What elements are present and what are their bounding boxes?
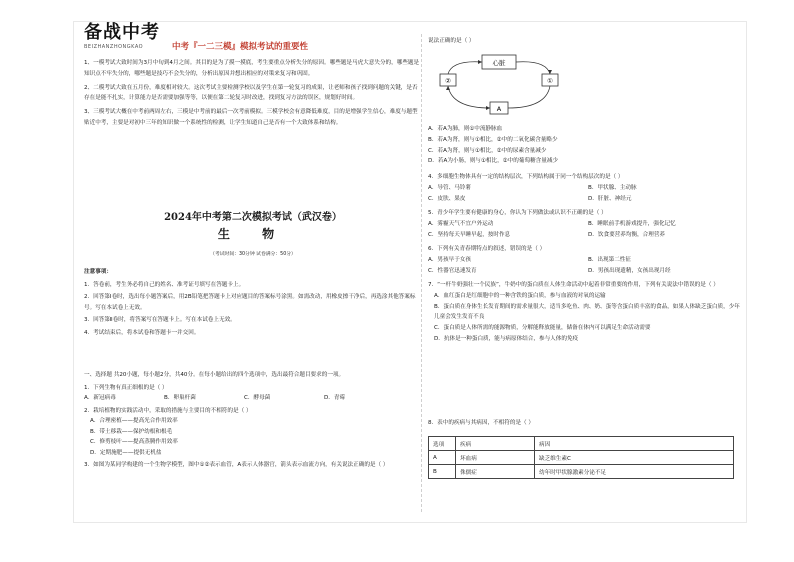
section-1 (84, 370, 422, 471)
question-stem: 8．表中的疾病与其病因，不相符的是（ ） (428, 420, 535, 426)
option: C．皮肤、果皮 (428, 195, 466, 202)
table-cell: B (429, 465, 456, 479)
q3-options (428, 124, 742, 167)
circulation-diagram (434, 52, 564, 118)
option: D．定期施肥——提供无机盐 (90, 449, 162, 456)
option-row (428, 266, 746, 277)
q3-continued (428, 36, 742, 47)
heart-label: 心脏 (492, 59, 506, 67)
option: B．卵巢杆菌 (164, 395, 196, 401)
option-row (428, 194, 746, 205)
option: A．若A为肺，则①中流静脉血 (428, 126, 503, 132)
option: C．坚持每天早睡早起，按时作息 (428, 231, 511, 238)
arrow-head-icon (446, 86, 450, 90)
option: B．带土移栽——保护幼根和根毛 (90, 428, 173, 435)
q3-tail: 说法正确的是（ ） (428, 38, 475, 44)
question-stem: 7．“一杆牛奶强壮一个民族”，牛奶中的蛋白质在人体生命活动中起着非常重要的作用，下列有关说法中错误的是（ ） (428, 282, 719, 288)
table-header: 病因 (535, 437, 734, 451)
table-header: 疾病 (456, 437, 535, 451)
option-row (428, 183, 746, 194)
option: A．血红蛋白是红细胞中的一种含铁的蛋白质，参与血液的对氧的运输 (434, 292, 606, 299)
option: C．修剪枝叶——提高蒸腾作用效率 (90, 439, 178, 445)
exam-meta: （考试时间：30分钟 试卷满分：50分） (210, 252, 296, 257)
option: B．甲状腺、主动脉 (588, 184, 637, 191)
left-column (84, 22, 424, 522)
option: D．抗体是一种蛋白质，能与病原体结合，参与人体的免疫 (434, 335, 579, 342)
question-3-stem: 3．如图为某同学构建的一个生物学模型，图中①②表示血管，A表示人体器官，箭头表示血流方向，有关说法正确的是（ ） (84, 462, 389, 468)
table-header: 选项 (429, 437, 456, 451)
option: B．睡眠前手机游戏提升，强化记忆 (588, 220, 676, 227)
table-cell: 幼年时甲状腺激素分泌不足 (535, 465, 734, 479)
table-cell: 缺乏维生素C (535, 451, 734, 465)
option-row (428, 219, 746, 230)
option-row (84, 393, 404, 404)
option: A．导管、马铃薯 (428, 184, 471, 191)
option: C．性器官迅速发育 (428, 267, 477, 274)
note-item: 4．考试结束后，将本试卷和答题卡一并交回。 (84, 329, 200, 336)
option: A．新冠病毒 (84, 395, 116, 401)
arrow-head-icon (478, 60, 482, 64)
disease-table (428, 436, 734, 479)
question-stem: 5．青少年学生要有健康的身心，你认为下列做法或认识不正确的是（ ） (428, 210, 607, 216)
question-6 (428, 244, 742, 276)
logo-subtitle: BEIZHANZHONGKAO (84, 44, 144, 50)
notes-heading: 注意事项： (84, 269, 112, 275)
section-heading: 一、选择题 共20小题，每小题2分，共40分。在每小题给出的四个选项中，选出最符合题目要求的一项。 (84, 372, 345, 378)
option: C．若A为肾，则与①相比，②中的尿素含量减少 (428, 147, 547, 154)
intro-paragraph: 2、二模考试大致在五月份，难度相对较大。这次考试主要检测学校以及学生在第一轮复习的成果，让老师和孩子找到问题的关键，是否存在是能不扎实，计算能力是否需要加强等等，以便在第二轮复习时改进，找到复习方法的误区，规划好时间。 (84, 84, 418, 102)
table-row (429, 465, 734, 479)
option: C．酵母菌 (244, 395, 271, 401)
option: D．男孩出现遗精，女孩出现月经 (588, 267, 671, 274)
question-1 (84, 383, 422, 404)
table-header-row (429, 437, 734, 451)
question-2 (84, 406, 422, 459)
brand-logo (84, 22, 164, 52)
exam-notes (84, 267, 422, 340)
banner-title: 中考『一二三模』模拟考试的重要性 (172, 42, 309, 52)
exam-page (74, 22, 746, 522)
table-cell: 侏儒症 (456, 465, 535, 479)
intro-paragraph: 3、三模考试大概在中考前两周左右，三模是中考前的最后一次考前模拟。三模学校会有意降低难度，目的是增强学生信心，难度与题型贴近中考，主要是对初中三年的知识做一个系统性的检测，让学生知道自己是否有一个大致体系和结构。 (84, 109, 418, 126)
note-item: 2．回答第Ⅰ卷时，选出每小题答案后，用2B铅笔把答题卡上对应题目的答案标号涂黑。如需改动，用橡皮擦干净后，再选涂其他答案标号。写在本试卷上无效。 (84, 294, 416, 311)
exam-title: 2024年中考第二次模拟考试（武汉卷） (164, 212, 342, 223)
exam-subject: 生 物 (217, 227, 289, 241)
organ-a-label: A (496, 105, 502, 113)
option: B．蛋白质在身体生长发育期间的需求量很大，适当多吃鱼、肉、奶、蛋等含蛋白质丰富的食品，如果人体缺乏蛋白质，少年儿童会发生发育不良 (434, 303, 740, 321)
logo-text: 备战中考 (84, 22, 160, 43)
option: D．饮食要营养均衡，合理营养 (588, 231, 666, 238)
option: A．雾霾天气不宜户外运动 (428, 220, 494, 227)
option-row (428, 255, 746, 266)
note-item: 3．回答第Ⅱ卷时，将答案写在答题卡上。写在本试卷上无效。 (84, 317, 236, 323)
option: D．肝脏、神经元 (588, 195, 632, 202)
question-8 (428, 418, 742, 429)
question-5 (428, 208, 742, 240)
option: B．出现第二性征 (588, 256, 631, 263)
column-divider (421, 34, 422, 512)
question-stem: 1．下列生物有真正细根的是（ ） (84, 384, 168, 391)
arrow-head-icon (548, 70, 552, 74)
arrow-line (448, 62, 482, 74)
question-stem: 6．下列有关青春期特点的叙述，错误的是（ ） (428, 246, 546, 252)
arrow-line (508, 86, 550, 108)
option: D．若A为小肠，则与①相比，②中的葡萄糖含量减少 (428, 158, 559, 165)
option: A．男孩早于女孩 (428, 256, 471, 263)
table-cell: A (429, 451, 456, 465)
question-stem: 4．多细胞生物体具有一定的结构层次，下列结构属于同一个结构层次的是（ ） (428, 174, 624, 180)
arrow-head-icon (486, 106, 490, 110)
option: A．合理密植——提高光合作用效率 (90, 418, 178, 424)
vessel-2-label: ② (445, 77, 451, 85)
question-stem: 2．栽培植物的实践活动中，采取的措施与主要目的不相符的是（ ） (84, 407, 252, 414)
arrow-line (448, 86, 490, 108)
arrow-line (516, 62, 550, 74)
table-row (429, 451, 734, 465)
intro-text (84, 58, 422, 132)
option: B．若A为肾，则与①相比，②中的二氧化碳含量略少 (428, 136, 558, 143)
table-cell: 坏血病 (456, 451, 535, 465)
option-row (428, 230, 746, 241)
question-4 (428, 172, 742, 204)
option: D．青霉 (324, 395, 346, 401)
note-item: 1．答卷前，考生务必将自己的姓名、准考证号填写在答题卡上。 (84, 281, 245, 288)
right-column (428, 22, 744, 522)
intro-paragraph: 1、一模考试大致时间为3月中旬到4月之间。其目的是为了摸一摸底，考生要重点分析失分的原因。哪些题是马虎大意失分的，哪些题是知识点不牢失分的，哪些题是技巧不会失分的，分析出原因并想出相应的对策来复习和巩固。 (84, 60, 420, 77)
question-7 (428, 280, 742, 345)
option: C．蛋白质是人体所需的能源物质，分解能释放能量，储备在体内可以满足生命活动需要 (434, 325, 651, 332)
vessel-1-label: ① (547, 77, 553, 85)
